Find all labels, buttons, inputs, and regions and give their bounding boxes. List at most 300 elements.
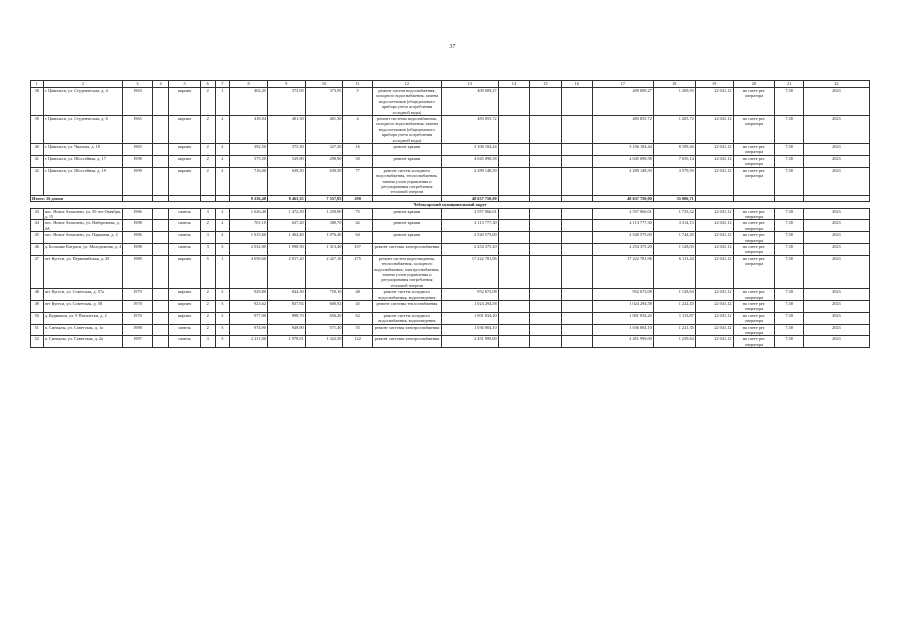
row-number: 39	[31, 116, 44, 144]
residents-cell: 16	[343, 144, 372, 156]
table-row	[31, 312, 870, 324]
empty-cell	[561, 155, 592, 167]
term-cell: 7,38	[775, 144, 803, 156]
column-number: 7	[215, 81, 230, 88]
address-cell: г. Цивильск, ул. Студенческая, д. 6	[43, 116, 123, 144]
fund-method-cell: на счете рег. оператора	[733, 144, 775, 156]
fund-method-cell: на счете рег. оператора	[733, 232, 775, 244]
floors-cell: 2	[200, 289, 215, 301]
work-type-cell: ремонт систем водоснабжения, холодного водоснабжения, замена водосчетчиков (общедомового прибора учета потребления холодной воды)	[372, 88, 441, 116]
limit-cell: 22 041,12	[695, 301, 733, 313]
total-cost: 48 637 750,00	[442, 195, 499, 201]
residents-cell: 64	[343, 232, 372, 244]
area-residential-cell: 637,20	[267, 220, 305, 232]
entrances-cell: 2	[215, 144, 230, 156]
cost-cell: 2 289 148,59	[442, 167, 499, 195]
limit-cell: 22 041,12	[695, 144, 733, 156]
cost-cell: 3 106 184,44	[442, 144, 499, 156]
plan-year-cell: 2023	[803, 336, 869, 348]
area-residential-cell: 1 998,50	[267, 243, 305, 255]
cost-fund-cell: 2 540 575,00	[593, 232, 654, 244]
work-type-cell: ремонт крыши	[372, 144, 441, 156]
empty-cell	[530, 255, 561, 288]
empty-cell	[561, 324, 592, 336]
empty-cell	[498, 243, 529, 255]
material-cell: кирпич	[169, 88, 200, 116]
empty-cell	[152, 232, 169, 244]
empty-cell	[152, 155, 169, 167]
address-cell: пос. Новое Атлашево, ул. 50 лет Октября, д. 15	[44, 208, 121, 219]
fund-method-cell: на счете рег. оператора	[733, 336, 775, 348]
cost-cell: 2 540 575,00	[442, 232, 499, 244]
material-cell: панель	[169, 324, 200, 336]
cost-per-m2-cell: 1 113,87	[653, 312, 695, 324]
empty-cell	[530, 289, 561, 301]
plan-year-cell: 2023	[803, 232, 869, 244]
empty-cell	[561, 220, 592, 232]
cost-cell: 17 222 781,96	[442, 255, 499, 288]
column-number: 1	[31, 81, 44, 88]
area-total-cell: 4 058,60	[230, 255, 268, 288]
limit-cell: 22 041,12	[695, 324, 733, 336]
residents-cell: 45	[343, 301, 372, 313]
table-row	[31, 243, 870, 255]
material-cell: панель	[169, 220, 200, 232]
term-cell: 7,38	[775, 208, 803, 220]
floors-cell: 2	[200, 220, 215, 232]
area-residential-cell: 1 464,40	[267, 232, 305, 244]
column-number: 18	[653, 81, 695, 88]
entrances-cell: 2	[215, 116, 230, 144]
fund-method-cell: на счете рег. оператора	[733, 289, 775, 301]
total-per-m2: 55 006,71	[653, 195, 695, 201]
area-total-cell: 575,50	[230, 155, 268, 167]
cost-fund-cell: 4 045 098,58	[593, 155, 654, 167]
empty-cell	[498, 220, 529, 232]
empty-cell	[530, 336, 561, 348]
material-cell: кирпич	[169, 312, 200, 324]
row-number: 49	[31, 301, 44, 313]
year-cell: 1979	[123, 289, 152, 301]
material-cell: кирпич	[169, 144, 200, 156]
area-residential-cell: 529,80	[267, 155, 305, 167]
fund-method-cell: на счете рег. оператора	[733, 88, 775, 116]
material-cell: кирпич	[169, 255, 200, 288]
material-cell: кирпич	[169, 167, 200, 195]
empty-cell	[530, 88, 561, 116]
empty-cell	[561, 144, 592, 156]
row-number: 42	[31, 167, 44, 195]
limit-cell: 22 041,12	[695, 88, 733, 116]
page-number: 37	[449, 44, 456, 50]
fund-method-cell: на счете рег. оператора	[733, 155, 775, 167]
work-type-cell: ремонт крыши	[372, 220, 441, 232]
work-type-cell: ремонт систем холодного водоснабжения, теплоснабжения, замена узлов управления и регулирования потребления тепловой энергии	[372, 167, 441, 195]
cost-cell: 2 557 066,01	[442, 208, 499, 220]
column-number: 5	[169, 81, 200, 88]
cost-per-m2-cell: 3 314,13	[653, 220, 695, 232]
cost-cell: 1 024 294,58	[442, 301, 499, 313]
column-number: 3	[123, 81, 152, 88]
material-cell: кирпич	[169, 301, 200, 313]
cost-cell: 952 673,08	[442, 289, 499, 301]
fund-method-cell: на счете рег. оператора	[733, 167, 775, 195]
work-type-cell: ремонт крыши	[372, 232, 441, 244]
work-type-cell: ремонт системы электроснабжения	[372, 243, 441, 255]
row-number: 43	[31, 208, 44, 220]
cost-fund-cell: 409 009,27	[593, 88, 654, 116]
address-cell: г. Цивильск, ул. Шоссейная, д. 17	[43, 155, 123, 167]
empty-cell	[498, 167, 529, 195]
floors-cell: 2	[200, 167, 215, 195]
cost-per-m2-cell: 1 222,43	[653, 301, 695, 313]
term-cell: 7,38	[775, 116, 803, 144]
work-type-cell: ремонт системы электроснабжения	[372, 324, 441, 336]
address-cell: г. Цивильск, ул. Студенческая, д. 4	[43, 88, 123, 116]
cost-per-m2-cell: 1 205,72	[653, 116, 695, 144]
material-cell: панель	[169, 208, 200, 220]
column-number: 21	[775, 81, 803, 88]
plan-year-cell: 2023	[803, 324, 869, 336]
limit-cell: 22 041,12	[695, 116, 733, 144]
cost-fund-cell: 17 222 781,96	[593, 255, 654, 288]
column-number: 4	[152, 81, 169, 88]
year-cell: 1976	[123, 312, 152, 324]
empty-cell	[152, 220, 169, 232]
address-cell: п. Синьялы, ул. Советская, д. 2а	[43, 336, 123, 348]
floors-cell: 3	[200, 336, 215, 348]
entrances-cell: 1	[215, 88, 230, 116]
area-owned-cell: 298,90	[305, 155, 343, 167]
entrances-cell: 1	[215, 255, 230, 288]
work-type-cell: ремонт систем водоотведения, теплоснабжения, холодного водоснабжения, электроснабжения, замена узлов управления и регулирования потребления тепловой энергии	[372, 255, 441, 288]
term-cell: 7,38	[775, 336, 803, 348]
material-cell: панель	[169, 232, 200, 244]
residents-cell: 48	[343, 289, 372, 301]
row-number: 46	[31, 243, 44, 255]
floors-cell: 2	[200, 324, 215, 336]
area-residential-cell: 639,50	[267, 167, 305, 195]
row-number: 51	[31, 324, 44, 336]
area-owned-cell: 401,30	[305, 116, 343, 144]
area-residential-cell: 2 817,20	[267, 255, 305, 288]
residents-cell: 4	[343, 116, 372, 144]
empty-cell	[561, 167, 592, 195]
cost-fund-cell: 2 289 148,59	[593, 167, 654, 195]
work-type-cell: ремонт системы теплоснабжения	[372, 301, 441, 313]
empty-cell	[152, 301, 169, 313]
cost-cell: 1 001 034,20	[442, 312, 499, 324]
term-cell: 7,38	[775, 88, 803, 116]
empty-cell	[498, 208, 529, 220]
address-cell: д. Курмыши, ул. 9 Пятилетки, д. 2	[43, 312, 123, 324]
address-cell: пос. Новое Атлашево, ул. Парковая, д. 2	[43, 232, 123, 244]
floors-cell: 2	[200, 312, 215, 324]
limit-cell: 22 041,12	[695, 232, 733, 244]
material-cell: кирпич	[169, 289, 200, 301]
cost-cell: 2 254 375,20	[442, 243, 499, 255]
table-row	[31, 88, 870, 116]
plan-year-cell: 2023	[803, 155, 869, 167]
area-total-cell: 977,00	[230, 312, 268, 324]
cost-fund-cell: 483 855,72	[593, 116, 654, 144]
cost-cell: 4 045 098,58	[442, 155, 499, 167]
row-number: 38	[31, 88, 44, 116]
cost-per-m2-cell: 3 579,59	[653, 167, 695, 195]
floors-cell: 2	[200, 155, 215, 167]
empty-cell	[561, 243, 592, 255]
material-cell: кирпич	[169, 155, 200, 167]
fund-method-cell: на счете рег. оператора	[733, 324, 775, 336]
column-number: 2	[43, 81, 123, 88]
row-number: 40	[31, 144, 44, 156]
entrances-cell: 3	[215, 301, 230, 313]
entrances-cell: 2	[215, 232, 230, 244]
empty-cell	[498, 312, 529, 324]
empty-cell	[498, 301, 529, 313]
empty-cell	[530, 155, 561, 167]
empty-cell	[561, 301, 592, 313]
cost-cell: 2 113 777,30	[442, 220, 499, 232]
fund-method-cell: на счете рег. оператора	[733, 116, 775, 144]
limit-cell: 22 041,12	[695, 167, 733, 195]
work-type-cell: ремонт систем холодного водоснабжения, водоотведения	[372, 312, 441, 324]
limit-cell: 22 041,12	[695, 208, 733, 220]
year-cell: 1978	[123, 301, 152, 313]
column-number: 13	[442, 81, 499, 88]
table-row	[31, 289, 870, 301]
entrances-cell: 3	[215, 312, 230, 324]
cost-fund-cell: 1 001 034,20	[593, 312, 654, 324]
cost-per-m2-cell: 6 113,44	[653, 255, 695, 288]
fund-method-cell: на счете рег. оператора	[733, 301, 775, 313]
empty-cell	[152, 243, 169, 255]
year-cell: 1980	[123, 255, 152, 288]
cost-cell: 483 855,72	[442, 116, 499, 144]
column-number: 12	[372, 81, 441, 88]
area-total-cell: 2 211,00	[230, 336, 268, 348]
term-cell: 7,38	[775, 255, 803, 288]
floors-cell: 2	[200, 116, 215, 144]
area-total-cell: 392,50	[230, 144, 268, 156]
plan-year-cell: 2023	[803, 243, 869, 255]
area-total-cell: 974,90	[230, 324, 268, 336]
table-row	[31, 116, 870, 144]
empty-cell	[498, 88, 529, 116]
residents-cell: 62	[343, 312, 372, 324]
entrances-cell: 2	[215, 208, 230, 220]
material-cell: кирпич	[169, 116, 200, 144]
floors-cell: 5	[200, 255, 215, 288]
empty-cell	[530, 232, 561, 244]
empty-cell	[152, 144, 169, 156]
row-number: 47	[31, 255, 44, 288]
empty-cell	[561, 336, 592, 348]
column-number: 10	[305, 81, 343, 88]
cost-per-m2-cell: 1 744,29	[653, 232, 695, 244]
fund-method-cell: на счете рег. оператора	[733, 312, 775, 324]
cost-fund-cell: 1 036 804,10	[593, 324, 654, 336]
plan-year-cell: 2023	[803, 88, 869, 116]
empty-cell	[152, 208, 169, 220]
floors-cell: 3	[200, 232, 215, 244]
total-area-own: 7 557,05	[305, 195, 343, 201]
entrances-cell: 2	[215, 155, 230, 167]
plan-year-cell: 2023	[803, 220, 869, 232]
table-row	[31, 336, 870, 348]
area-owned-cell: 1 313,40	[305, 243, 343, 255]
cost-per-m2-cell: 1 733,32	[653, 208, 695, 220]
address-cell: п. Синьялы, ул. Советская, д. 1а	[43, 324, 123, 336]
term-cell: 7,38	[775, 301, 803, 313]
column-number: 8	[230, 81, 268, 88]
empty-cell	[152, 312, 169, 324]
residents-cell: 107	[343, 243, 372, 255]
entrances-cell: 2	[215, 167, 230, 195]
year-cell: 1998	[123, 155, 152, 167]
floors-cell: 2	[200, 144, 215, 156]
column-number: 16	[561, 81, 592, 88]
fund-method-cell: на счете рег. оператора	[733, 220, 775, 232]
empty-cell	[561, 312, 592, 324]
area-total-cell: 1 626,40	[230, 208, 268, 220]
entrances-cell: 2	[215, 220, 230, 232]
cost-per-m2-cell: 8 109,26	[653, 144, 695, 156]
cost-per-m2-cell: 1 269,93	[653, 88, 695, 116]
column-number: 14	[498, 81, 529, 88]
cost-fund-cell: 2 254 375,20	[593, 243, 654, 255]
limit-cell: 22 041,12	[695, 312, 733, 324]
area-owned-cell: 1 322,50	[305, 336, 343, 348]
area-residential-cell: 373,95	[267, 88, 305, 116]
entrances-cell: 3	[215, 289, 230, 301]
empty-cell	[561, 88, 592, 116]
limit-cell: 22 041,12	[695, 289, 733, 301]
total-cost2: 48 637 750,00	[593, 195, 654, 201]
empty-cell	[561, 208, 592, 220]
term-cell: 7,38	[775, 312, 803, 324]
plan-year-cell: 2023	[803, 255, 869, 288]
year-cell: 1963	[123, 88, 152, 116]
empty-cell	[152, 289, 169, 301]
area-total-cell: 402,45	[230, 88, 268, 116]
residents-cell: 275	[343, 255, 372, 288]
empty-cell	[530, 324, 561, 336]
term-cell: 7,38	[775, 167, 803, 195]
area-owned-cell: 639,50	[305, 167, 343, 195]
table-row	[31, 255, 870, 288]
cost-cell: 1 036 804,10	[442, 324, 499, 336]
year-cell: 1988	[123, 324, 152, 336]
term-cell: 7,38	[775, 232, 803, 244]
cost-fund-cell: 1 024 294,58	[593, 301, 654, 313]
table-row	[31, 220, 870, 232]
plan-year-cell: 2023	[803, 144, 869, 156]
term-cell: 7,38	[775, 155, 803, 167]
address-cell: пгт Кугеси, ул. Советская, д. 58	[43, 301, 123, 313]
year-cell: 1986	[123, 208, 152, 220]
area-total-cell: 716,00	[230, 167, 268, 195]
cost-per-m2-cell: 1 221,35	[653, 324, 695, 336]
material-cell: панель	[169, 336, 200, 348]
year-cell: 1986	[123, 232, 152, 244]
area-owned-cell: 1 076,40	[305, 232, 343, 244]
table-row	[31, 232, 870, 244]
term-cell: 7,38	[775, 220, 803, 232]
entrances-cell: 3	[215, 336, 230, 348]
area-residential-cell: 848,90	[267, 324, 305, 336]
year-cell: 1987	[123, 336, 152, 348]
area-owned-cell: 380,70	[305, 220, 343, 232]
term-cell: 7,38	[775, 324, 803, 336]
year-cell: 1988	[123, 243, 152, 255]
empty-cell	[561, 232, 592, 244]
empty-cell	[152, 255, 169, 288]
table-body-block-1	[31, 88, 870, 196]
table-row	[31, 301, 870, 313]
area-owned-cell: 750,10	[305, 289, 343, 301]
limit-cell: 22 041,12	[695, 336, 733, 348]
empty-cell	[561, 289, 592, 301]
term-cell: 7,38	[775, 289, 803, 301]
residents-cell: 55	[343, 324, 372, 336]
total-area-res: 8 463,35	[267, 195, 305, 201]
residents-cell: 122	[343, 336, 372, 348]
total-label: Итого: 16 домов	[31, 195, 123, 201]
area-residential-cell: 375,30	[267, 144, 305, 156]
row-number: 41	[31, 155, 44, 167]
table-row	[31, 167, 870, 195]
empty-cell	[530, 208, 561, 220]
repair-program-table	[30, 80, 870, 348]
column-number: 22	[803, 81, 869, 88]
cost-cell: 409 009,27	[442, 88, 499, 116]
year-cell: 1965	[123, 116, 152, 144]
area-residential-cell: 401,30	[267, 116, 305, 144]
empty-cell	[152, 88, 169, 116]
column-number: 17	[593, 81, 654, 88]
area-owned-cell: 327,30	[305, 144, 343, 156]
address-cell: пгт Кугеси, ул. Первомайская, д. 29	[43, 255, 123, 288]
empty-cell	[561, 116, 592, 144]
area-owned-cell: 656,20	[305, 312, 343, 324]
material-cell: панель	[169, 243, 200, 255]
floors-cell: 2	[200, 88, 215, 116]
empty-cell	[152, 167, 169, 195]
row-number: 44	[31, 220, 44, 232]
table-row	[31, 155, 870, 167]
area-residential-cell: 837,92	[267, 301, 305, 313]
empty-cell	[498, 155, 529, 167]
plan-year-cell: 2023	[803, 208, 869, 220]
area-owned-cell: 373,95	[305, 88, 343, 116]
cost-fund-cell: 2 451 999,00	[593, 336, 654, 348]
empty-cell	[498, 324, 529, 336]
column-number: 15	[530, 81, 561, 88]
empty-cell	[530, 167, 561, 195]
cost-per-m2-cell: 1 128,63	[653, 289, 695, 301]
area-total-cell: 2 032,80	[230, 243, 268, 255]
area-residential-cell: 898,70	[267, 312, 305, 324]
fund-method-cell: на счете рег. оператора	[733, 243, 775, 255]
work-type-cell: ремонт системы водоснабжения, холодного водоснабжения, замена водосчетчиков (общедомового прибора учета потребления холодной воды)	[372, 116, 441, 144]
row-number: 52	[31, 336, 44, 348]
cost-per-m2-cell: 1 239,64	[653, 336, 695, 348]
empty-cell	[498, 116, 529, 144]
section-title: Чебоксарский муниципальный округ	[31, 202, 870, 208]
column-number-row	[31, 81, 870, 88]
entrances-cell: 3	[215, 324, 230, 336]
